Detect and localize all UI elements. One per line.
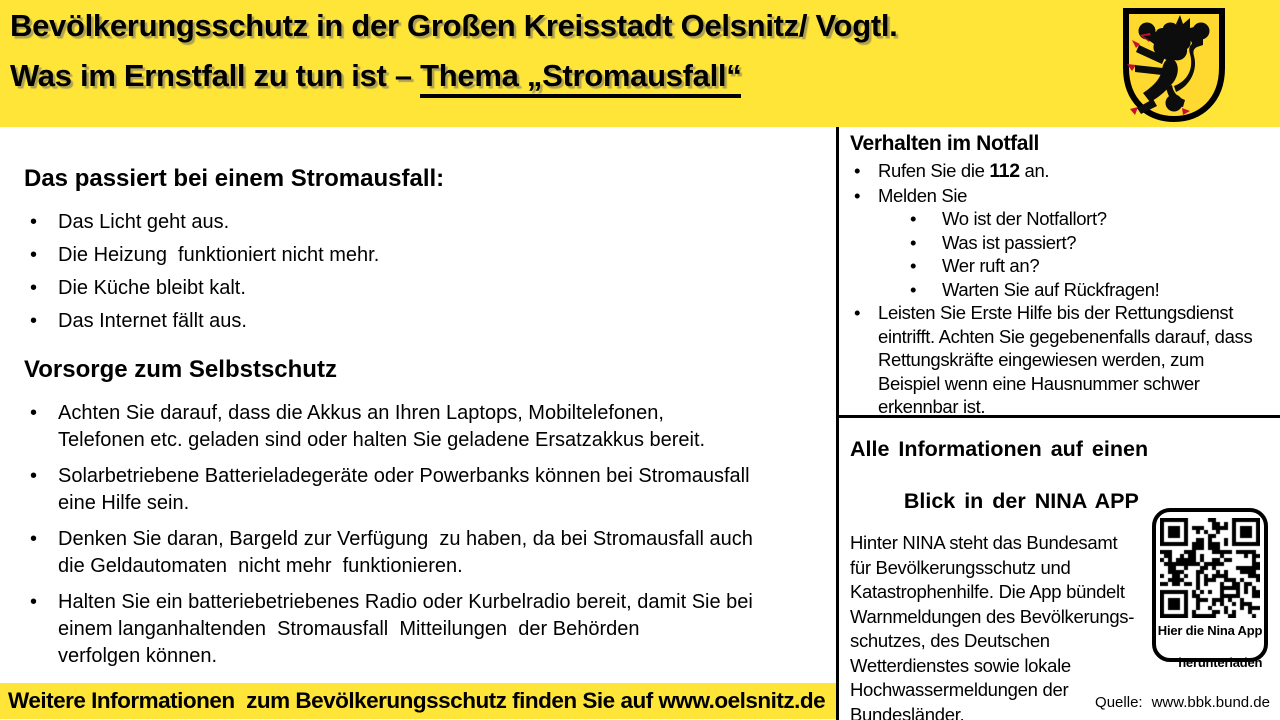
source-credit (1095, 694, 1270, 711)
list-item: • Achten Sie darauf, dass die Akkus an Ihren Laptops, Mobiltelefonen, Telefonen etc. geladen sind oder halten Sie geladene Ersatzakkus bereit. (24, 400, 824, 454)
page-title: Bevölkerungsschutz in der Großen Kreisstadt Oelsnitz/ Vogtl. (10, 8, 898, 43)
list-item: • Denken Sie daran, Bargeld zur Verfügung zu haben, da bei Stromausfall auch die Geldautomaten nicht mehr funktionieren. (24, 526, 824, 580)
qr-code (1160, 518, 1260, 618)
footer-band (0, 683, 836, 719)
list-item: • Rufen Sie die 112 an. (850, 159, 1278, 184)
list-item: • Melden Sie (850, 184, 1278, 208)
list-item: • Solarbetriebene Batterieladegeräte oder Powerbanks können bei Stromausfall eine Hilfe sein. (24, 463, 824, 517)
section-heading-blackout: Das passiert bei einem Stromausfall: (24, 165, 445, 192)
header-band (0, 0, 1280, 127)
nina-description: Hinter NINA steht das Bundesamt für Bevölkerungsschutz und Katastrophenhilfe. Die App bündelt Warnmeldungen des Bevölkerungs- schutzes, des Deutschen Wetterdienstes sowie lokale Hochwassermeldungen der Bundesländer. (850, 532, 1135, 720)
list-item: • Warten Sie auf Rückfragen! (850, 278, 1278, 302)
nina-qr-panel (1152, 508, 1268, 670)
nina-heading: Alle Informationen auf einen Blick in der NINA APP (850, 437, 1149, 513)
list-item: • Wo ist der Notfallort? (850, 207, 1278, 231)
report-sublist (850, 207, 1278, 301)
emergency-panel (850, 131, 1278, 419)
blackout-effects-list (24, 209, 824, 334)
list-item: • Wer ruft an? (850, 254, 1278, 278)
precaution-list (24, 400, 824, 670)
list-item: • Das Licht geht aus. (24, 209, 824, 235)
list-item: • Was ist passiert? (850, 231, 1278, 255)
qr-caption: Hier die Nina App herunterladen (1157, 623, 1263, 670)
first-aid-list (850, 301, 1278, 419)
emergency-number: 112 (989, 160, 1020, 182)
list-item: • Die Heizung funktioniert nicht mehr. (24, 242, 824, 268)
section-heading-precaution: Vorsorge zum Selbstschutz (24, 356, 337, 383)
city-coat-of-arms-icon (1120, 6, 1228, 124)
list-item: • Das Internet fällt aus. (24, 308, 824, 334)
source-label: Quelle: (1095, 694, 1143, 711)
source-url: www.bbk.bund.de (1151, 694, 1270, 711)
emergency-list (850, 159, 1278, 207)
footer-info-text: Weitere Informationen zum Bevölkerungsschutz finden Sie auf www.oelsnitz.de (8, 688, 826, 713)
page-subtitle (10, 58, 741, 94)
list-item: • Die Küche bleibt kalt. (24, 275, 824, 301)
emergency-heading: Verhalten im Notfall (850, 132, 1040, 155)
list-item: • Halten Sie ein batteriebetriebenes Radio oder Kurbelradio bereit, damit Sie bei einem langanhaltenden Stromausfall Mitteilungen der Behörden verfolgen können. (24, 589, 824, 670)
subtitle-prefix: Was im Ernstfall zu tun ist – (10, 58, 421, 93)
subtitle-topic-underlined: Thema „Stromausfall“ (420, 58, 741, 98)
list-item: • Leisten Sie Erste Hilfe bis der Rettungsdienst eintrifft. Achten Sie gegebenenfalls darauf, dass Rettungskräfte eingewiesen werden, zum Beispiel wenn eine Hausnummer schwer erkennbar ist. (850, 301, 1278, 419)
main-content (24, 165, 824, 679)
divider-vertical (836, 127, 839, 720)
